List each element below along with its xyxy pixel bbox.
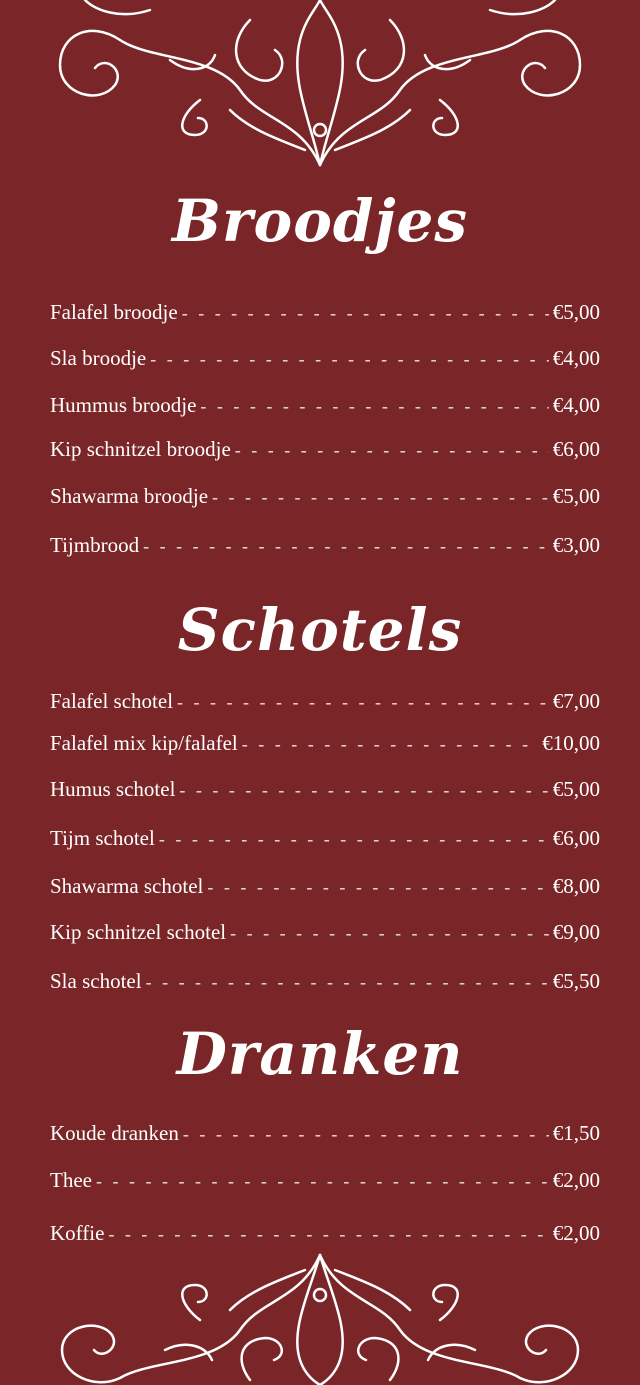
- dotted-leader: [183, 1120, 549, 1148]
- dotted-leader: [179, 776, 548, 804]
- menu-item: [50, 344, 600, 372]
- dotted-leader: [96, 1167, 549, 1195]
- menu-item: [50, 391, 600, 419]
- dotted-leader: [207, 873, 548, 901]
- item-name: Humus schotel: [50, 777, 176, 801]
- item-name: Falafel broodje: [50, 300, 178, 324]
- item-name: Falafel schotel: [50, 689, 174, 713]
- item-name: Koude dranken: [50, 1121, 179, 1145]
- menu-item: [50, 967, 600, 995]
- menu-item: [50, 918, 600, 946]
- menu-item: [50, 531, 600, 559]
- item-name: Sla schotel: [50, 969, 142, 993]
- item-price: €5,00: [552, 484, 600, 508]
- menu-item: [50, 687, 600, 715]
- section-title-schotels: Schotels: [177, 596, 463, 664]
- dotted-leader: [230, 919, 549, 947]
- top-ornament-icon: [0, 0, 640, 170]
- item-price: €6,00: [552, 437, 600, 461]
- section-title-broodjes: Broodjes: [171, 187, 469, 255]
- dotted-leader: [143, 532, 549, 560]
- item-price: €5,00: [552, 777, 600, 801]
- item-price: €7,00: [552, 689, 600, 713]
- section-title-dranken: Dranken: [176, 1020, 464, 1088]
- item-price: €5,00: [552, 300, 600, 324]
- dotted-leader: [235, 436, 549, 464]
- menu-item: [50, 872, 600, 900]
- item-name: Tijm schotel: [50, 826, 155, 850]
- dotted-leader: [108, 1220, 548, 1248]
- item-name: Koffie: [50, 1221, 105, 1245]
- dotted-leader: [182, 299, 549, 327]
- item-price: €8,00: [552, 874, 600, 898]
- menu-item: [50, 1119, 600, 1147]
- dotted-leader: [177, 688, 549, 716]
- item-price: €5,50: [552, 969, 600, 993]
- item-name: Tijmbrood: [50, 533, 140, 557]
- item-name: Kip schnitzel schotel: [50, 920, 227, 944]
- item-price: €1,50: [552, 1121, 600, 1145]
- item-name: Hummus broodje: [50, 393, 197, 417]
- item-price: €4,00: [552, 393, 600, 417]
- menu-item: [50, 435, 600, 463]
- item-name: Shawarma schotel: [50, 874, 204, 898]
- dotted-leader: [150, 345, 549, 373]
- item-price: €6,00: [552, 826, 600, 850]
- dotted-leader: [212, 483, 549, 511]
- item-name: Thee: [50, 1168, 92, 1192]
- item-price: €3,00: [552, 533, 600, 557]
- item-price: €2,00: [552, 1221, 600, 1245]
- menu-item: [50, 1166, 600, 1194]
- item-price: €2,00: [552, 1168, 600, 1192]
- dotted-leader: [146, 968, 549, 996]
- item-price: €9,00: [552, 920, 600, 944]
- item-price: €4,00: [552, 346, 600, 370]
- menu-item: [50, 824, 600, 852]
- item-name: Kip schnitzel broodje: [50, 437, 231, 461]
- item-price: €10,00: [542, 731, 600, 755]
- dotted-leader: [159, 825, 549, 853]
- item-name: Shawarma broodje: [50, 484, 209, 508]
- item-name: Falafel mix kip/falafel: [50, 731, 238, 755]
- dotted-leader: [242, 730, 538, 758]
- menu-item: [50, 729, 600, 757]
- menu-item: [50, 482, 600, 510]
- item-name: Sla broodje: [50, 346, 147, 370]
- menu-item: [50, 298, 600, 326]
- menu-item: [50, 1219, 600, 1247]
- dotted-leader: [200, 392, 548, 420]
- menu-item: [50, 775, 600, 803]
- bottom-ornament-icon: [0, 1250, 640, 1385]
